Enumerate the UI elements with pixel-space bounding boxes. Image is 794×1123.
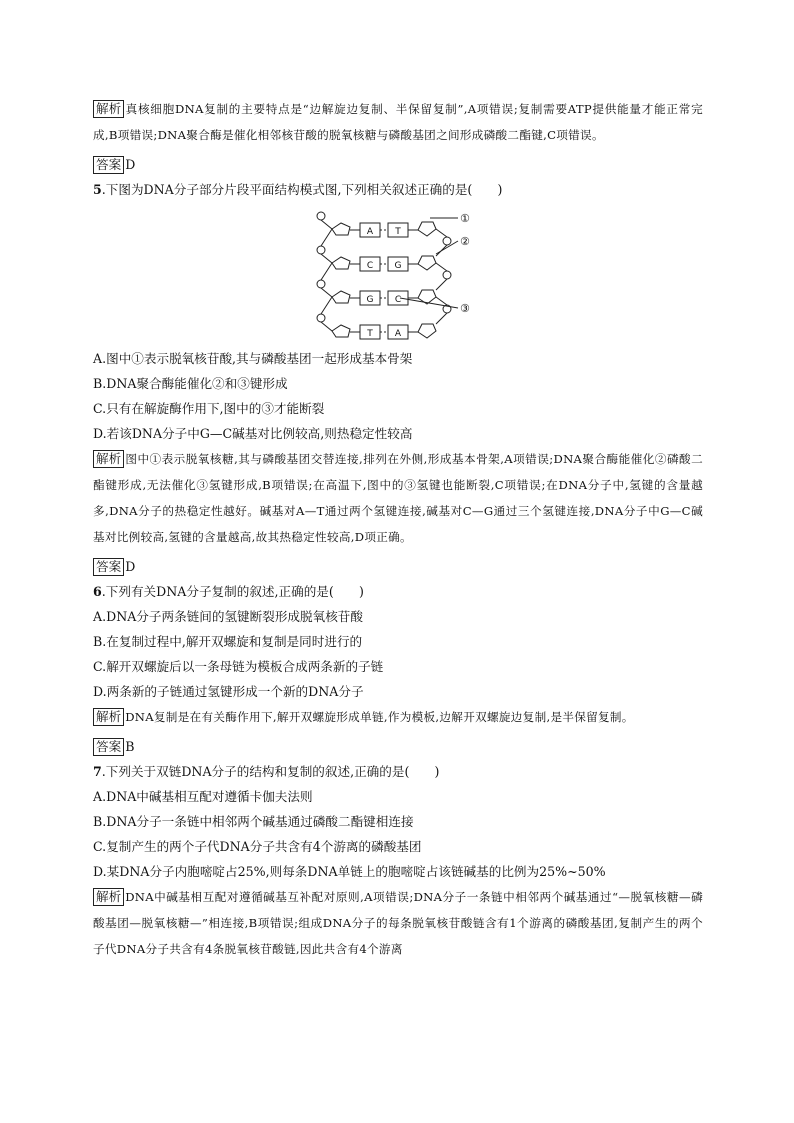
deoxyribose-pentagon: [332, 291, 350, 303]
answer-tag: 答案: [93, 738, 124, 756]
answer-value: D: [125, 559, 136, 574]
option-d: D.若该DNA分子中G—C碱基对比例较高,则热稳定性较高: [93, 426, 413, 441]
explanation-paragraph: [93, 96, 703, 148]
question-number: 6: [93, 584, 102, 599]
base-label: G: [366, 295, 374, 305]
option-b: B.DNA聚合酶能催化②和③键形成: [93, 376, 288, 391]
base-label: C: [366, 261, 374, 271]
explanation-tag: 解析: [93, 888, 124, 906]
answer-line: [93, 554, 703, 579]
question-number: 5: [93, 182, 102, 197]
answer-line: [93, 152, 703, 177]
base-label: T: [367, 329, 373, 339]
deoxyribose-pentagon: [332, 325, 350, 337]
deoxyribose-pentagon: [332, 257, 350, 269]
question-stem: [93, 759, 703, 784]
option-d: D.两条新的子链通过氢键形成一个新的DNA分子: [93, 684, 364, 699]
question-text: .下列有关DNA分子复制的叙述,正确的是( ): [101, 584, 364, 599]
phosphate-circle: [317, 212, 325, 220]
option-a: A.DNA分子两条链间的氢键断裂形成脱氧核苷酸: [93, 609, 363, 624]
question-number: 7: [93, 764, 102, 779]
answer-tag: 答案: [93, 156, 124, 174]
option-b: B.DNA分子一条链中相邻两个碱基通过磷酸二酯键相连接: [93, 814, 414, 829]
base-label: T: [395, 227, 401, 237]
deoxyribose-pentagon: [332, 223, 350, 235]
explanation-tag: 解析: [93, 450, 124, 468]
dna-structure-figure: [93, 204, 703, 344]
marker-label: ③: [460, 302, 470, 315]
question-stem: [93, 579, 703, 604]
option-a: A.图中①表示脱氧核苷酸,其与磷酸基团一起形成基本骨架: [93, 351, 413, 366]
option-c: C.复制产生的两个子代DNA分子共含有4个游离的磷酸基团: [93, 839, 422, 854]
answer-tag: 答案: [93, 558, 124, 576]
phosphate-circle: [443, 237, 451, 245]
question-text: .下列关于双链DNA分子的结构和复制的叙述,正确的是( ): [101, 764, 440, 779]
document-page: [93, 96, 703, 962]
explanation-paragraph: [93, 704, 703, 730]
marker-label: ①: [460, 212, 470, 225]
option-d: D.某DNA分子内胞嘧啶占25%,则每条DNA单链上的胞嘧啶占该链碱基的比例为25%~50%: [93, 864, 606, 879]
explanation-text: DNA中碱基相互配对遵循碱基互补配对原则,A项错误;DNA分子一条链中相邻两个碱基通过“—脱氧核糖—磷酸基团—脱氧核糖—”相连接,B项错误;组成DNA分子的每条脱氧核苷酸链含有1个游离的磷酸基团,复制产生的两个子代DNA分子共含有4条脱氧核苷酸链,因此共含有4个游离: [93, 890, 703, 956]
explanation-paragraph: [93, 446, 703, 550]
explanation-text: DNA复制是在有关酶作用下,解开双螺旋形成单链,作为模板,边解开双螺旋边复制,是半保留复制。: [125, 710, 634, 724]
question-stem: [93, 177, 703, 202]
answer-value: B: [125, 739, 135, 754]
dna-diagram: [308, 204, 488, 342]
phosphate-circle: [443, 271, 451, 279]
base-label: C: [394, 295, 402, 305]
explanation-paragraph: [93, 884, 703, 962]
explanation-tag: 解析: [93, 708, 124, 726]
option-a: A.DNA中碱基相互配对遵循卡伽夫法则: [93, 789, 313, 804]
deoxyribose-pentagon: [418, 324, 436, 338]
deoxyribose-pentagon: [418, 256, 436, 270]
option-c: C.解开双螺旋后以一条母链为模板合成两条新的子链: [93, 659, 384, 674]
base-label: G: [394, 261, 402, 271]
answer-value: D: [125, 157, 136, 172]
phosphate-circle: [317, 280, 325, 288]
explanation-tag: 解析: [93, 100, 124, 118]
question-text: .下图为DNA分子部分片段平面结构模式图,下列相关叙述正确的是( ): [101, 182, 503, 197]
base-label: A: [394, 329, 402, 339]
option-b: B.在复制过程中,解开双螺旋和复制是同时进行的: [93, 634, 363, 649]
explanation-text: 图中①表示脱氧核糖,其与磷酸基团交替连接,排列在外侧,形成基本骨架,A项错误;DNA聚合酶能催化②磷酸二酯键形成,无法催化③氢键形成,B项错误;在高温下,图中的③氢键也能断裂,C项错误;在DNA分子中,氢键的含量越多,DNA分子的热稳定性越好。碱基对A—T通过两个氢键连接,碱基对C—G通过三个氢键连接,DNA分子中G—C碱基对比例较高,氢键的含量越高,故其热稳定性较高,D项正确。: [93, 452, 703, 544]
explanation-text: 真核细胞DNA复制的主要特点是“边解旋边复制、半保留复制”,A项错误;复制需要ATP提供能量才能正常完成,B项错误;DNA聚合酶是催化相邻核苷酸的脱氧核糖与磷酸基团之间形成磷酸二酯键,C项错误。: [93, 102, 703, 142]
base-label: A: [366, 227, 374, 237]
marker-label: ②: [460, 235, 470, 248]
phosphate-circle: [317, 314, 325, 322]
answer-line: [93, 734, 703, 759]
option-c: C.只有在解旋酶作用下,图中的③才能断裂: [93, 401, 325, 416]
phosphate-circle: [317, 246, 325, 254]
deoxyribose-pentagon: [418, 222, 436, 236]
